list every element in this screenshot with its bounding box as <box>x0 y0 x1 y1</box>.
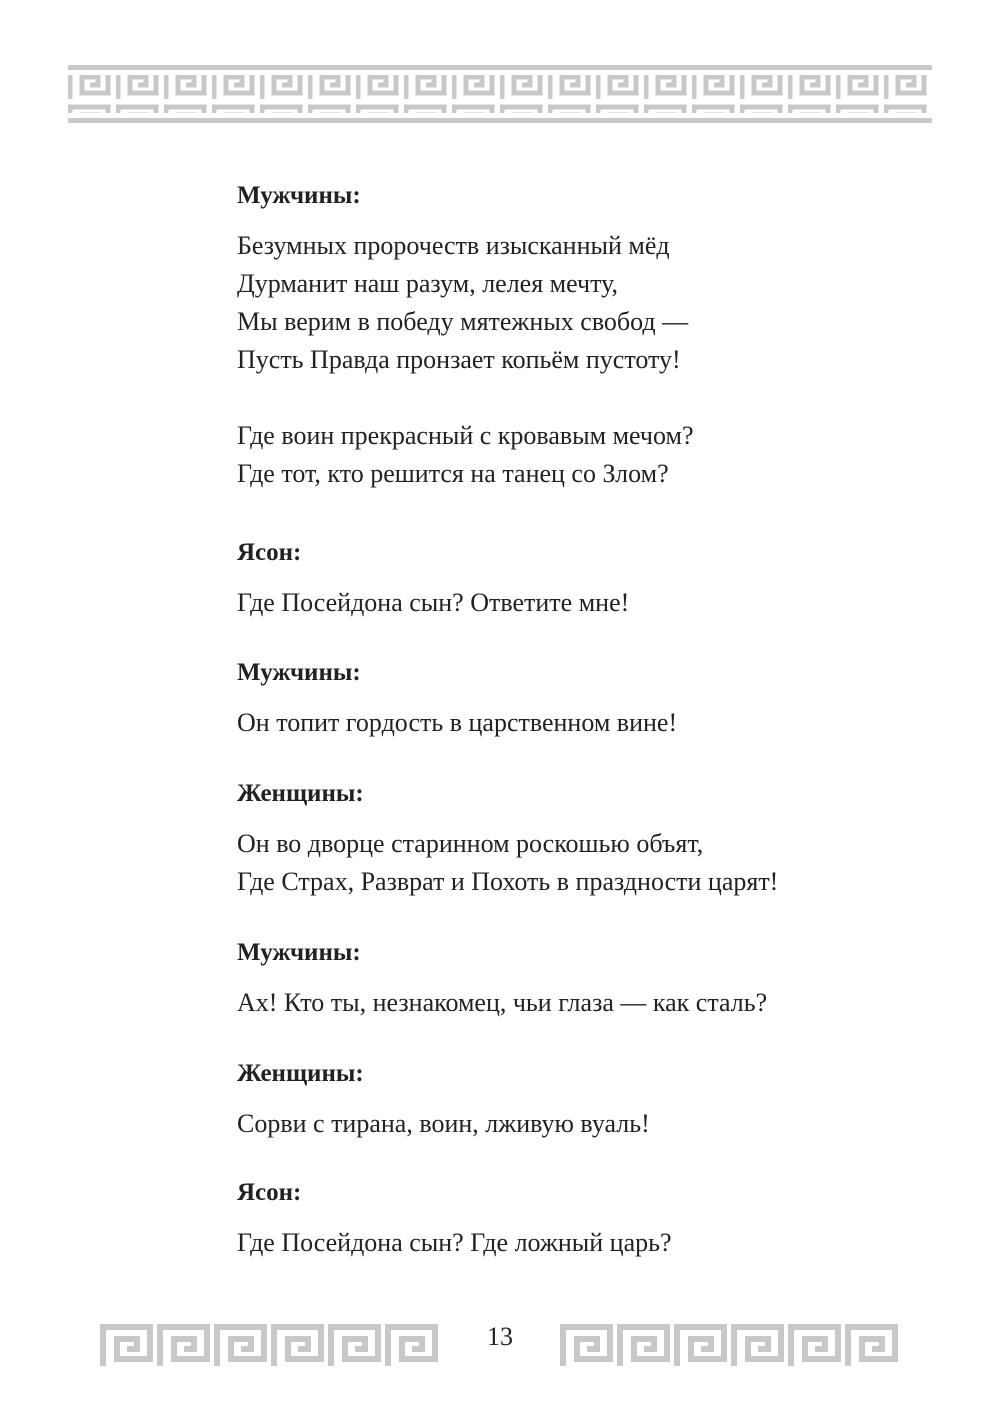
speaker-label: Мужчины: <box>237 659 361 686</box>
greek-key-border-top <box>68 65 932 123</box>
verse-line: Он во дворце старинном роскошью объят, <box>237 829 704 858</box>
stanza <box>237 227 694 379</box>
stanza <box>237 1224 672 1262</box>
greek-key-footer-right <box>560 1323 902 1369</box>
stanza <box>237 584 629 622</box>
verse-block-1 <box>237 180 694 493</box>
stanza <box>237 1105 650 1143</box>
verse-line: Дурманит наш разум, лелея мечту, <box>237 269 619 298</box>
verse-line: Мы верим в победу мятежных свобод — <box>237 307 689 336</box>
verse-line: Он топит гордость в царственном вине! <box>237 708 678 737</box>
verse-line: Пусть Правда пронзает копьём пустоту! <box>237 345 681 374</box>
speaker-label: Ясон: <box>237 539 302 566</box>
verse-block-4 <box>237 778 778 901</box>
stanza <box>237 417 694 493</box>
verse-line: Безумных пророчеств изысканный мёд <box>237 231 670 260</box>
page-number: 13 <box>487 1322 513 1351</box>
verse-line: Сорви с тирана, воин, лживую вуаль! <box>237 1109 650 1138</box>
stanza <box>237 825 778 901</box>
speaker-label: Женщины: <box>237 1060 364 1087</box>
verse-block-5 <box>237 937 767 1022</box>
verse-line: Где тот, кто решится на танец со Злом? <box>237 459 669 488</box>
verse-block-6 <box>237 1058 650 1143</box>
verse-line: Где Посейдона сын? Где ложный царь? <box>237 1228 672 1257</box>
verse-line: Где Страх, Разврат и Похоть в праздности царят! <box>237 867 779 896</box>
speaker-label: Ясон: <box>237 1179 302 1206</box>
speaker-label: Мужчины: <box>237 182 361 209</box>
speaker-label: Мужчины: <box>237 939 361 966</box>
stanza <box>237 984 767 1022</box>
greek-key-footer-left <box>100 1323 442 1369</box>
verse-block-3 <box>237 657 677 742</box>
verse-line: Ах! Кто ты, незнакомец, чьи глаза — как сталь? <box>237 988 768 1017</box>
verse-block-7 <box>237 1177 672 1262</box>
speaker-label: Женщины: <box>237 780 364 807</box>
verse-line: Где Посейдона сын? Ответите мне! <box>237 588 630 617</box>
verse-block-2 <box>237 537 629 622</box>
stanza <box>237 704 677 742</box>
verse-line: Где воин прекрасный с кровавым мечом? <box>237 421 694 450</box>
